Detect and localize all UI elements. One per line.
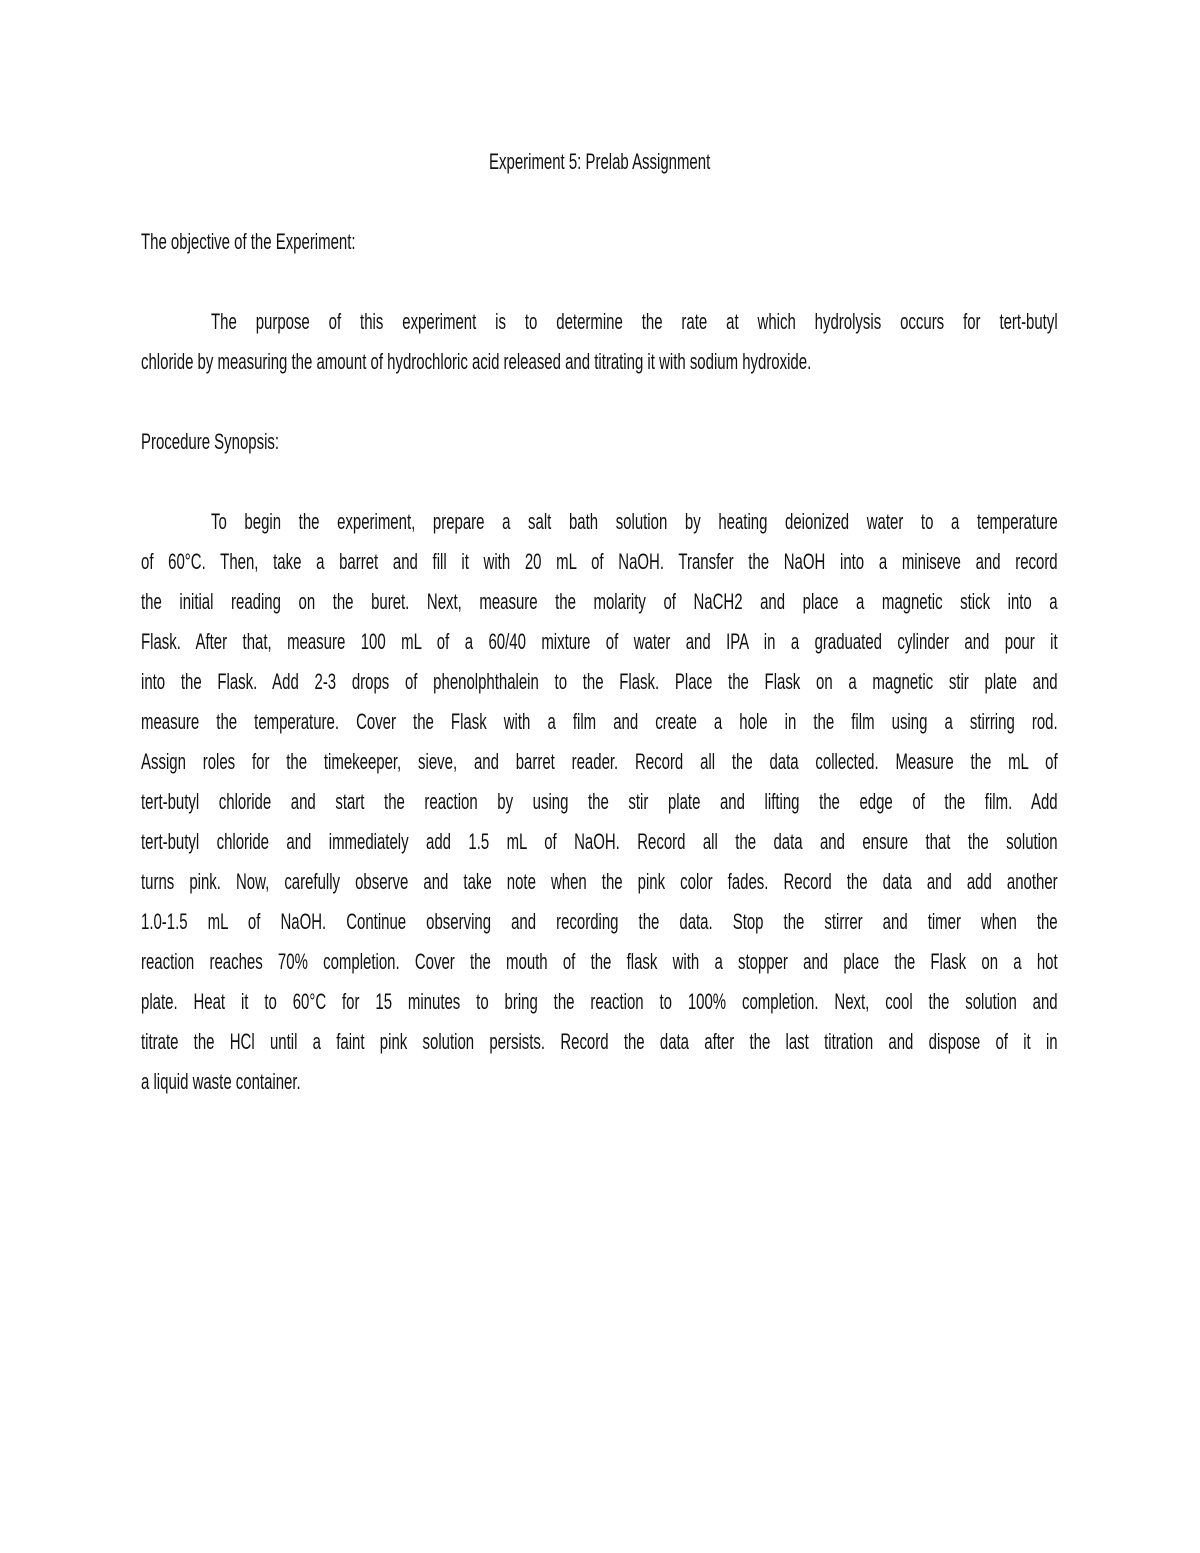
objective-line-1: The purpose of this experiment is to determine the rate at which hydrolysis occurs for tert-butyl [211,309,1058,334]
procedure-line-15: a liquid waste container. [141,1069,301,1094]
document-title [0,148,1200,176]
paragraph-line [141,1068,1058,1096]
procedure-line-14: titrate the HCl until a faint pink solution persists. Record the data after the last titration and dispose of it in [141,1029,1058,1054]
paragraph-line [141,628,1058,656]
paragraph-line [141,788,1058,816]
paragraph-line [141,748,1058,776]
paragraph-line [141,588,1058,616]
paragraph-line [141,708,1058,736]
procedure-line-7: Assign roles for the timekeeper, sieve, and barret reader. Record all the data collected. Measure the mL of [141,749,1058,774]
paragraph-line [141,908,1058,936]
procedure-line-10: turns pink. Now, carefully observe and take note when the pink color fades. Record the data and add another [141,869,1058,894]
section-heading-objective [141,228,457,256]
procedure-line-3: the initial reading on the buret. Next, measure the molarity of NaCH2 and place a magnetic stick into a [141,589,1058,614]
procedure-line-1: To begin the experiment, prepare a salt bath solution by heating deionized water to a temperature [211,509,1058,534]
procedure-line-5: into the Flask. Add 2-3 drops of phenolphthalein to the Flask. Place the Flask on a magnetic stir plate and [141,669,1058,694]
procedure-line-13: plate. Heat it to 60°C for 15 minutes to bring the reaction to 100% completion. Next, cool the solution and [141,989,1058,1014]
paragraph-line [141,828,1058,856]
section-heading-procedure-text: Procedure Synopsis: [141,429,280,454]
paragraph-line [141,988,1058,1016]
paragraph-line [211,308,1058,336]
paragraph-line [141,948,1058,976]
section-heading-procedure [141,428,344,456]
procedure-line-2: of 60°C. Then, take a barret and fill it with 20 mL of NaOH. Transfer the NaOH into a miniseve and record [141,549,1058,574]
procedure-line-4: Flask. After that, measure 100 mL of a 60/40 mixture of water and IPA in a graduated cylinder and pour it [141,629,1058,654]
paragraph-line [141,548,1058,576]
procedure-line-12: reaction reaches 70% completion. Cover the mouth of the flask with a stopper and place the Flask on a hot [141,949,1058,974]
section-heading-objective-text: The objective of the Experiment: [141,229,356,254]
paragraph-line [141,668,1058,696]
procedure-line-9: tert-butyl chloride and immediately add 1.5 mL of NaOH. Record all the data and ensure that the solution [141,829,1058,854]
procedure-line-11: 1.0-1.5 mL of NaOH. Continue observing and recording the data. Stop the stirrer and timer when the [141,909,1058,934]
objective-line-2: chloride by measuring the amount of hydrochloric acid released and titrating it with sodium hydroxide. [141,349,812,374]
paragraph-line [141,868,1058,896]
procedure-line-8: tert-butyl chloride and start the reaction by using the stir plate and lifting the edge of the film. Add [141,789,1058,814]
paragraph-line [141,348,1058,376]
paragraph-line [211,508,1058,536]
paragraph-line [141,1028,1058,1056]
procedure-line-6: measure the temperature. Cover the Flask with a film and create a hole in the film using a stirring rod. [141,709,1058,734]
document-title-text: Experiment 5: Prelab Assignment [489,149,711,174]
